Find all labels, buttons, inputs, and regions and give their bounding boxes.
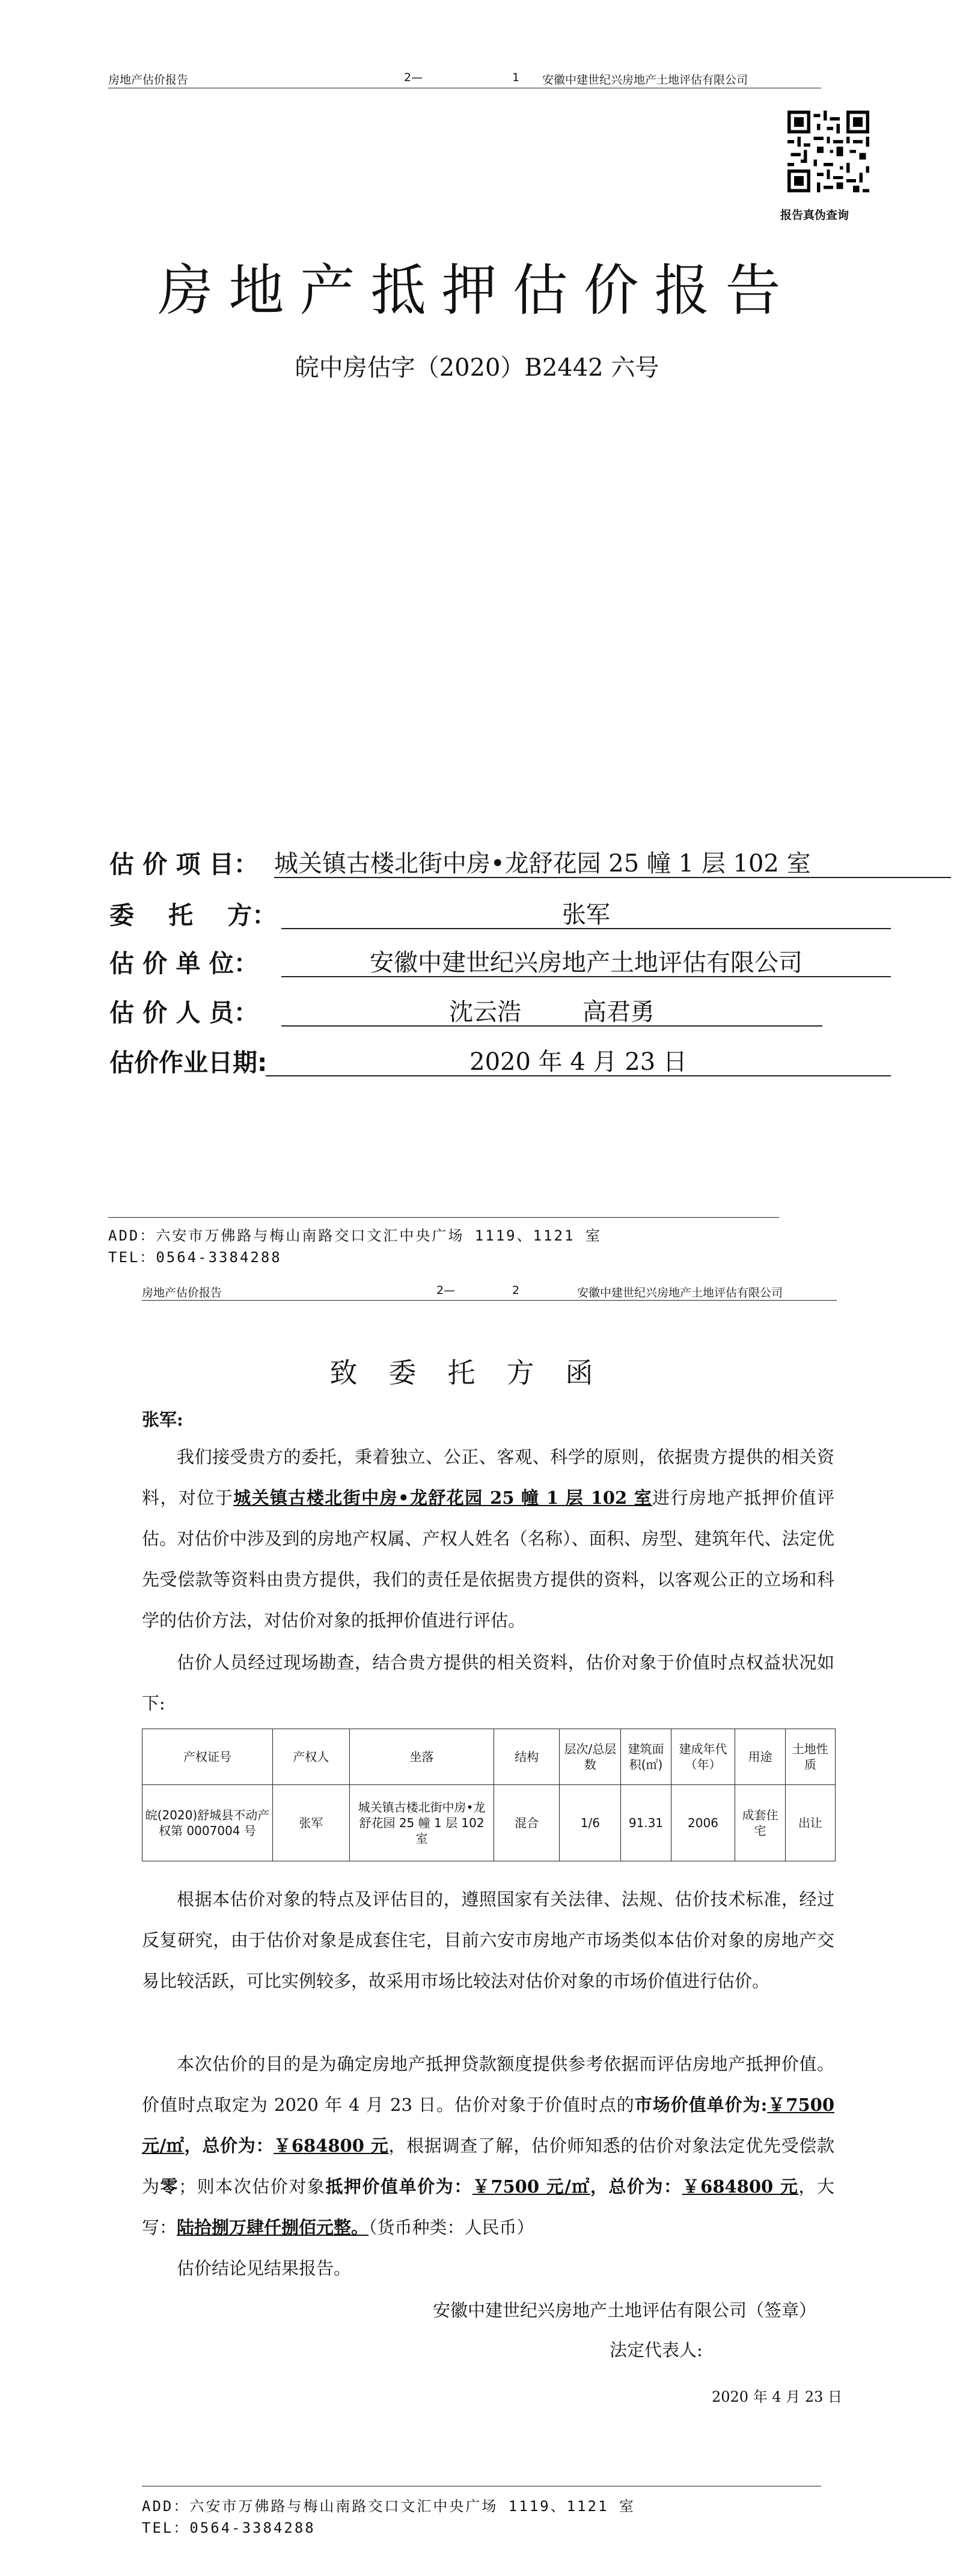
table-row	[142, 1785, 836, 1861]
letter-page	[0, 1278, 954, 2576]
col-header: 结构	[494, 1729, 560, 1785]
footer-tel: TEL：0564-3384288	[142, 2520, 316, 2536]
info-label: 估 价 人 员：	[109, 998, 258, 1027]
paragraph-conclusion: 估价结论见结果报告。	[177, 2258, 352, 2278]
cell-land-type: 出让	[785, 1785, 835, 1861]
header-left: 房地产估价报告	[142, 1286, 222, 1299]
info-label: 估 价 单 位：	[109, 949, 258, 978]
report-cover-page	[0, 0, 954, 1278]
header-page-prefix: 2—	[404, 71, 423, 84]
header-page-prefix: 2—	[436, 1284, 456, 1297]
col-header: 层次/总层数	[560, 1729, 621, 1785]
cell-structure: 混合	[494, 1785, 560, 1861]
header-right: 安徽中建世纪兴房地产土地评估有限公司	[542, 73, 748, 87]
col-header: 建筑面积(㎡)	[621, 1729, 671, 1785]
signature-date: 2020 年 4 月 23 日	[712, 2388, 843, 2405]
footer-address: ADD：六安市万佛路与梅山南路交口文汇中央广场 1119、1121 室	[108, 1227, 602, 1244]
cell-area: 91.31	[621, 1785, 671, 1861]
info-value: 2020 年 4 月 23 日	[266, 1043, 891, 1076]
info-value: 安徽中建世纪兴房地产土地评估有限公司	[281, 944, 891, 977]
signature-representative: 法定代表人:	[610, 2340, 703, 2360]
info-value: 沈云浩 高君勇	[281, 993, 822, 1027]
col-header: 建成年代（年）	[671, 1729, 735, 1785]
property-address: 城关镇古楼北街中房•龙舒花园 25 幢 1 层 102 室	[233, 1488, 653, 1508]
mortgage-unit-price: ￥7500 元/㎡	[472, 2176, 590, 2197]
header-page-number: 1	[512, 71, 520, 84]
header-right: 安徽中建世纪兴房地产土地评估有限公司	[577, 1286, 783, 1299]
info-label: 估 价 项 目：	[109, 850, 258, 879]
paragraph-commission: 我们接受贵方的委托，秉着独立、公正、客观、科学的原则，依据贵方提供的相关资料，对位于城关镇古楼北街中房•龙舒花园 25 幢 1 层 102 室进行房地产抵押价值评估。对估价中涉及到的房地产权属、产权人姓名（名称）、面积、房型、建筑年代、法定优先受偿款等资料由贵方提供，我们的责任是依据贵方提供的资料，以客观公正的立场和科学的估价方法，对估价对象的抵押价值进行评估。	[142, 1447, 834, 1631]
document-number: 皖中房估字（2020）B2442 六号	[295, 354, 659, 382]
salutation: 张军:	[142, 1409, 183, 1430]
info-label: 委 托 方：	[109, 901, 277, 930]
col-header: 坐落	[349, 1729, 494, 1785]
cell-location: 城关镇古楼北街中房•龙舒花园 25 幢 1 层 102 室	[349, 1785, 494, 1861]
cell-built-year: 2006	[671, 1785, 735, 1861]
col-header: 土地性质	[785, 1729, 835, 1785]
mortgage-total-price: ￥684800 元	[682, 2176, 799, 2197]
footer-rule	[108, 1217, 779, 1218]
col-header: 产权人	[272, 1729, 349, 1785]
letter-title: 致委托方函	[329, 1357, 625, 1389]
cell-certificate-no: 皖(2020)舒城县不动产权第 0007004 号	[142, 1785, 273, 1861]
info-value: 城关镇古楼北街中房•龙舒花园 25 幢 1 层 102 室	[274, 844, 951, 878]
col-header: 产权证号	[142, 1729, 273, 1785]
property-rights-table	[142, 1729, 836, 1861]
cell-floor: 1/6	[560, 1785, 621, 1861]
amount-in-words: 陆拾捌万肆仟捌佰元整。	[177, 2217, 369, 2238]
info-label: 估价作业日期:	[109, 1048, 268, 1077]
qr-code-icon[interactable]	[787, 111, 869, 192]
header-rule	[142, 1300, 837, 1301]
report-title: 房地产抵押估价报告	[157, 258, 797, 323]
signature-company: 安徽中建世纪兴房地产土地评估有限公司（签章）	[433, 2300, 817, 2321]
paragraph-inspection: 估价人员经过现场勘查，结合贵方提供的相关资料，估价对象于价值时点权益状况如下:	[142, 1652, 834, 1714]
table-header-row	[142, 1729, 836, 1785]
cell-usage: 成套住宅	[735, 1785, 785, 1861]
footer-address: ADD：六安市万佛路与梅山南路交口文汇中央广场 1119、1121 室	[142, 2498, 635, 2515]
col-header: 用途	[735, 1729, 785, 1785]
cell-owner: 张军	[272, 1785, 349, 1861]
qr-caption: 报告真伪查询	[780, 209, 849, 222]
header-left: 房地产估价报告	[108, 73, 189, 87]
header-page-number: 2	[512, 1284, 520, 1297]
footer-tel: TEL：0564-3384288	[108, 1249, 282, 1266]
info-value: 张军	[281, 896, 891, 929]
market-total-price: ￥684800 元	[274, 2135, 389, 2156]
market-unit-price: ￥7500 元/㎡	[142, 2095, 834, 2156]
paragraph-method: 根据本估价对象的特点及评估目的，遵照国家有关法律、法规、估价技术标准，经过反复研究，由于估价对象是成套住宅，目前六安市房地产市场类似本估价对象的房地产交易比较活跃，可比实例较多，故采用市场比较法对估价对象的市场价值进行估价。	[142, 1889, 834, 1991]
paragraph-valuation: 本次估价的目的是为确定房地产抵押贷款额度提供参考依据而评估房地产抵押价值。价值时点取定为 2020 年 4 月 23 日。估价对象于价值时点的市场价值单价为:￥7500 元/㎡，总价为：￥684800 元，根据调查了解，估价师知悉的估价对象法定优先受偿款为零；则本次估价对象抵押价值单价为：￥7500 元/㎡，总价为：￥684800 元，大写：陆拾捌万肆仟捌佰元整。（货币种类：人民币）	[142, 2054, 834, 2238]
